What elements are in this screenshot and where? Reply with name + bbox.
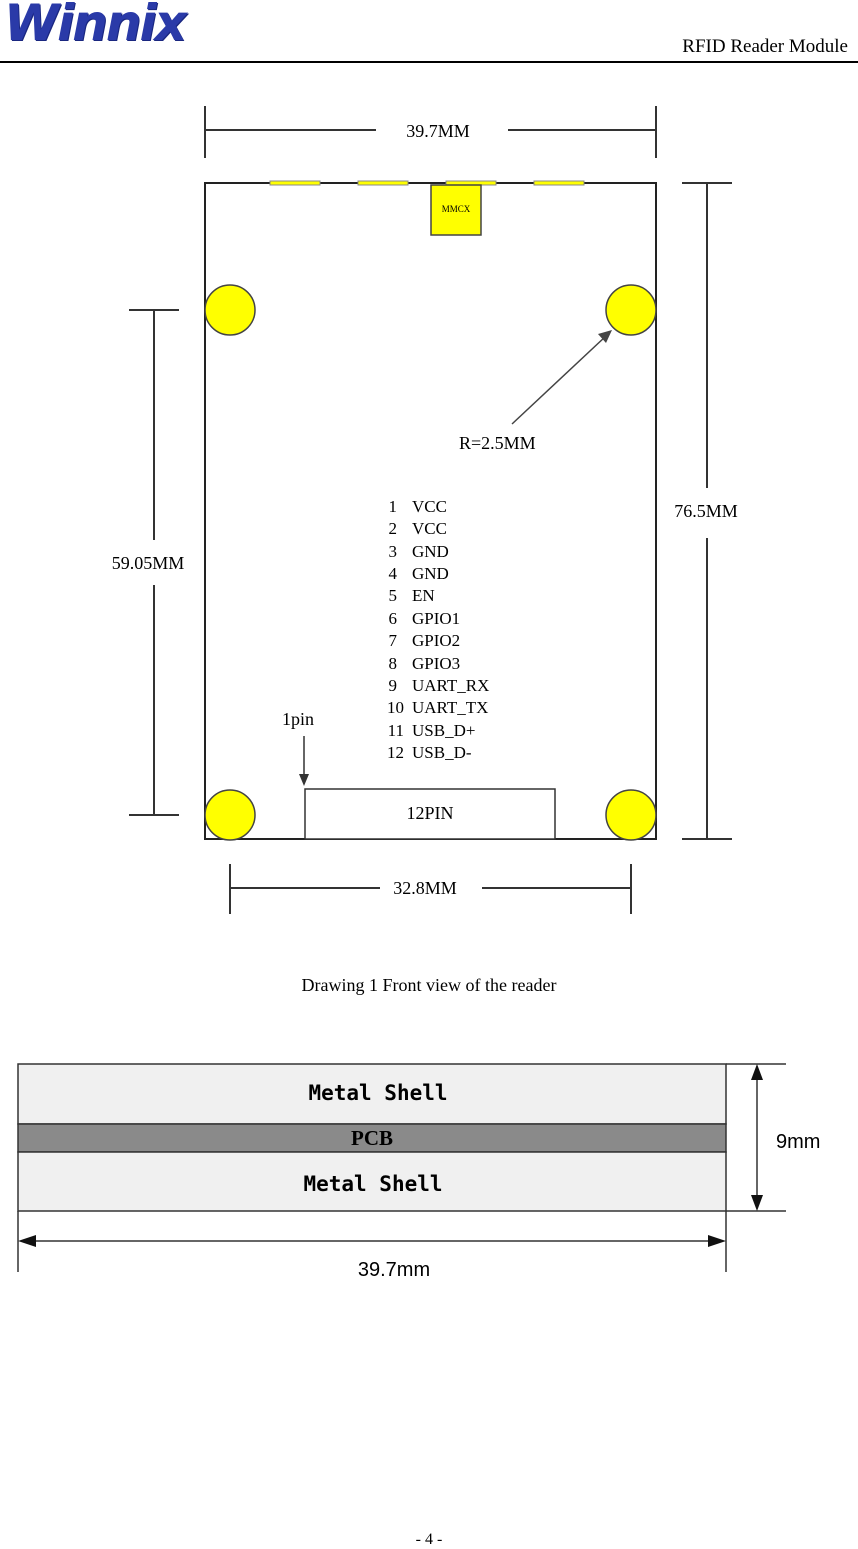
- mmcx-label: MMCX: [441, 204, 471, 214]
- pin1-arrowhead: [299, 774, 309, 786]
- pin-num: 2: [388, 519, 397, 538]
- pin-num: 11: [387, 721, 404, 740]
- bottom-shell-label: Metal Shell: [303, 1172, 443, 1196]
- mount-hole-bottom-left: [205, 790, 255, 840]
- pin-name: USB_D+: [412, 721, 476, 740]
- hole-spacing-vertical-label: 59.05MM: [111, 553, 185, 573]
- radius-label: R=2.5MM: [459, 433, 536, 453]
- mount-hole-bottom-right: [606, 790, 656, 840]
- top-pad-2: [358, 181, 408, 185]
- pin-num: 6: [388, 609, 397, 628]
- pin-num: 4: [388, 564, 397, 583]
- top-width-label: 39.7MM: [406, 121, 470, 141]
- thickness-label: 9mm: [776, 1131, 821, 1153]
- page-number: - 4 -: [415, 1531, 443, 1548]
- pin1-label: 1pin: [282, 709, 315, 729]
- top-shell-label: Metal Shell: [308, 1081, 448, 1105]
- pin-num: 3: [388, 542, 397, 561]
- width-label: 39.7mm: [357, 1259, 431, 1281]
- width-arrow-left: [18, 1235, 36, 1247]
- pin-header-label: 12PIN: [406, 803, 454, 823]
- thickness-arrow-up: [751, 1064, 763, 1080]
- pin-name: GPIO1: [412, 609, 461, 628]
- pin-name: UART_RX: [412, 676, 490, 695]
- pin-num: 1: [388, 497, 397, 516]
- pin-num: 12: [387, 743, 404, 762]
- pin-num: 10: [387, 698, 404, 717]
- pin-name: USB_D-: [412, 743, 472, 762]
- pin-num: 8: [388, 654, 397, 673]
- pin-list: [387, 497, 489, 762]
- pin-num: 9: [388, 676, 397, 695]
- pin-name: VCC: [412, 497, 447, 516]
- mount-hole-top-right: [606, 285, 656, 335]
- pin-num: 5: [388, 586, 397, 605]
- pin-name: GPIO2: [412, 631, 461, 650]
- pin-name: GND: [412, 542, 449, 561]
- pin-name: VCC: [412, 519, 447, 538]
- hole-spacing-horizontal-label: 32.8MM: [393, 878, 457, 898]
- width-arrow-right: [708, 1235, 726, 1247]
- thickness-arrow-down: [751, 1195, 763, 1211]
- pin-num: 7: [388, 631, 397, 650]
- winnix-logo: Winnix: [4, 0, 185, 52]
- pin-name: GND: [412, 564, 449, 583]
- figure-caption: Drawing 1 Front view of the reader: [301, 975, 557, 995]
- top-pad-4: [534, 181, 584, 185]
- pin-name: UART_TX: [412, 698, 489, 717]
- pin-name: EN: [412, 586, 435, 605]
- pcb-label: PCB: [351, 1126, 393, 1150]
- radius-leader: [512, 336, 606, 424]
- header-title: RFID Reader Module: [682, 36, 848, 57]
- pin-name: GPIO3: [412, 654, 461, 673]
- mount-hole-top-left: [205, 285, 255, 335]
- top-pad-1: [270, 181, 320, 185]
- height-label: 76.5MM: [674, 501, 738, 521]
